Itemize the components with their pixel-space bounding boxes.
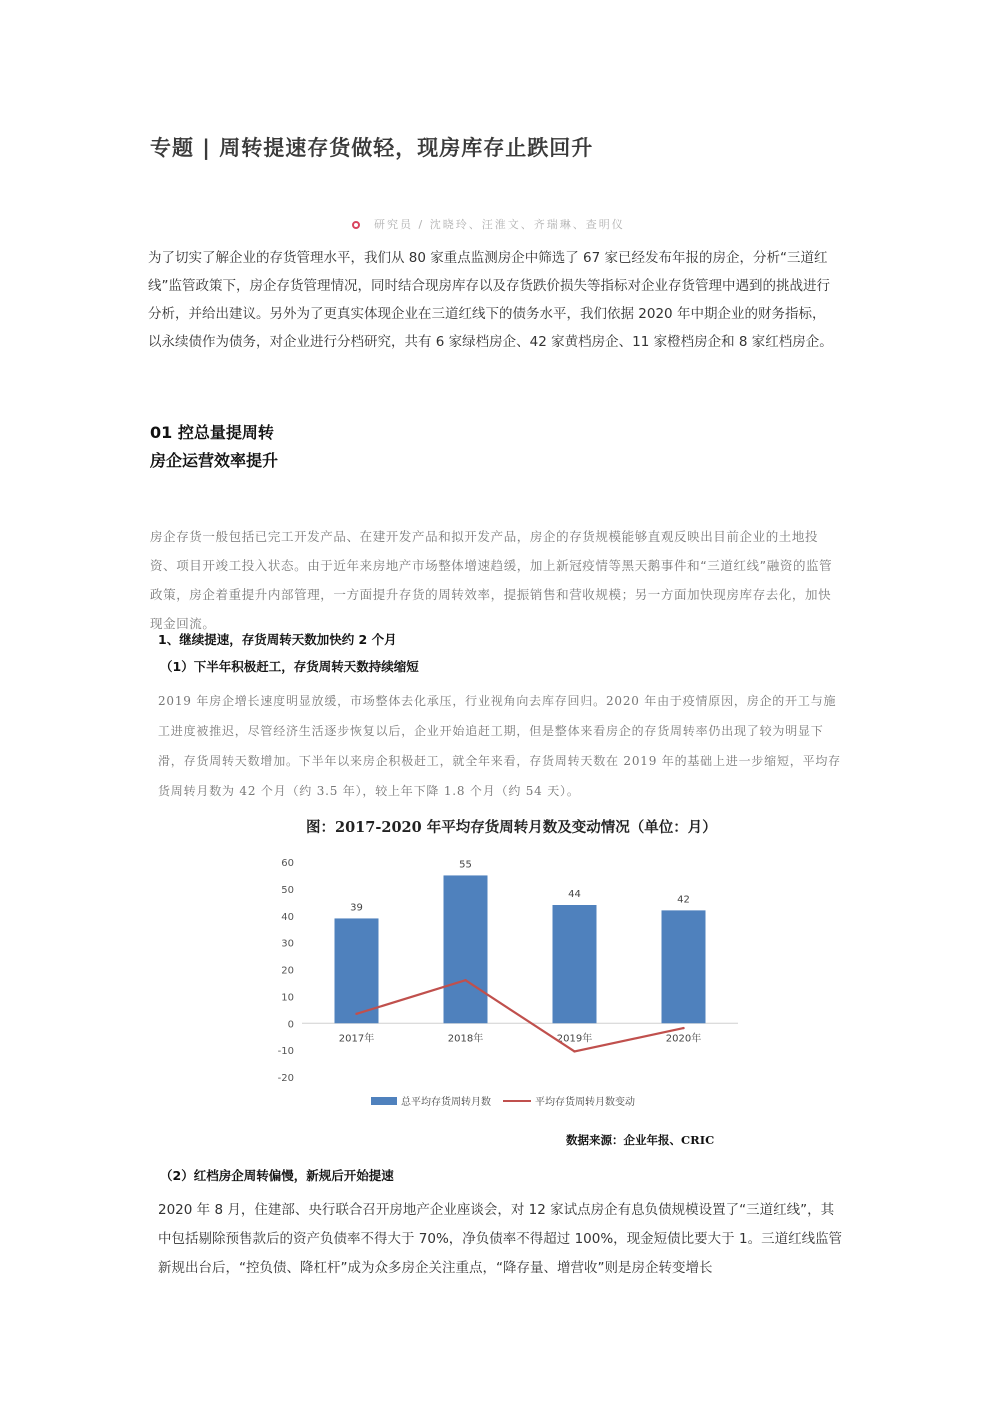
bar bbox=[444, 875, 488, 1023]
y-tick-label: 40 bbox=[281, 911, 294, 923]
line-series bbox=[357, 980, 684, 1051]
byline-text: 研究员 / 沈晓玲、汪淮文、齐瑞琳、查明仪 bbox=[374, 218, 625, 231]
x-tick-label: 2020年 bbox=[665, 1033, 702, 1045]
x-tick-label: 2019年 bbox=[556, 1033, 593, 1045]
section-heading-line1: 01 控总量提周转 bbox=[150, 423, 274, 442]
y-tick-label: 50 bbox=[281, 884, 294, 896]
y-tick-label: -10 bbox=[277, 1046, 294, 1058]
line-point bbox=[355, 1013, 357, 1015]
sub2-paragraph: 2020 年 8 月，住建部、央行联合召开房地产企业座谈会，对 12 家试点房企有息负债规模设置了“三道红线”，其中包括剔除预售款后的资产负债率不得大于 70%，净负债率不得超过 100%，现金短债比要大于 1。三道红线监管新规出台后，“控负债、降杠杆”成为众多房企关注重点，“降存量、增营收”则是房企转变增长 bbox=[158, 1202, 843, 1276]
sub1-paragraph: 2019 年房企增长速度明显放缓，市场整体去化承压，行业视角向去库存回归。2020 年由于疫情原因，房企的开工与施工进度被推迟，尽管经济生活逐步恢复以后，企业开始追赶工期，但是整体来看房企的存货周转率仍出现了较为明显下滑，存货周转天数增加。下半年以来房企积极赶工，就全年来看，存货周转天数在 2019 年的基础上进一步缩短，平均存货周转月数为 42 个月（约 3.5 年），较上年下降 1.8 个月（约 54 天）。 bbox=[158, 694, 841, 798]
sub2-heading: （2）红档房企周转偏慢，新规后开始提速 bbox=[160, 1168, 394, 1183]
chart-source: 数据来源：企业年报、CRIC bbox=[566, 1133, 715, 1147]
y-tick-label: 20 bbox=[281, 965, 294, 977]
y-tick-label: 60 bbox=[281, 858, 294, 869]
y-tick-label: 0 bbox=[287, 1019, 294, 1031]
bar-data-label: 42 bbox=[677, 894, 690, 906]
legend-swatch-bar bbox=[371, 1097, 397, 1105]
bar-data-label: 39 bbox=[350, 902, 363, 914]
line-point bbox=[573, 1050, 575, 1052]
section-heading-line2: 房企运营效率提升 bbox=[150, 451, 279, 470]
section-paragraph: 房企存货一般包括已完工开发产品、在建开发产品和拟开发产品，房企的存货规模能够直观反映出目前企业的土地投资、项目开竣工投入状态。由于近年来房地产市场整体增速趋缓，加上新冠疫情等黑天鹅事件和“三道红线”融资的监管政策，房企着重提升内部管理，一方面提升存货的周转效率，提振销售和营收规模；另一方面加快现房库存去化，加快现金回流。 bbox=[150, 529, 833, 631]
legend-label-line: 平均存货周转月数变动 bbox=[535, 1097, 635, 1108]
legend-label-bar: 总平均存货周转月数 bbox=[401, 1097, 491, 1108]
y-tick-label: 10 bbox=[281, 992, 294, 1004]
line-point bbox=[464, 979, 466, 981]
x-tick-label: 2017年 bbox=[338, 1033, 375, 1045]
y-tick-label: -20 bbox=[277, 1073, 294, 1084]
intro-paragraph: 为了切实了解企业的存货管理水平，我们从 80 家重点监测房企中筛选了 67 家已经发布年报的房企，分析“三道红线”监管政策下，房企存货管理情况，同时结合现房库存以及存货跌价损失等指标对企业存货管理中遇到的挑战进行分析，并给出建议。另外为了更真实体现企业在三道红线下的债务水平，我们依据 2020 年中期企业的财务指标，以永续债作为债务，对企业进行分档研究，共有 6 家绿档房企、42 家黄档房企、11 家橙档房企和 8 家红档房企。 bbox=[148, 250, 833, 350]
line-point bbox=[682, 1027, 684, 1029]
bar bbox=[335, 918, 379, 1023]
article-title: 专题 | 周转提速存货做轻，现房库存止跌回升 bbox=[150, 136, 594, 160]
bar-data-label: 55 bbox=[459, 859, 472, 871]
y-tick-label: 30 bbox=[281, 938, 294, 950]
subsection-heading: 1、继续提速，存货周转天数加快约 2 个月 bbox=[158, 632, 397, 647]
bar bbox=[662, 910, 706, 1023]
bar bbox=[553, 905, 597, 1023]
sub1-heading: （1）下半年积极赶工，存货周转天数持续缩短 bbox=[160, 659, 419, 674]
chart-title: 图：2017-2020 年平均存货周转月数及变动情况（单位：月） bbox=[306, 819, 717, 836]
bar-data-label: 44 bbox=[568, 889, 581, 900]
x-tick-label: 2018年 bbox=[447, 1033, 484, 1045]
